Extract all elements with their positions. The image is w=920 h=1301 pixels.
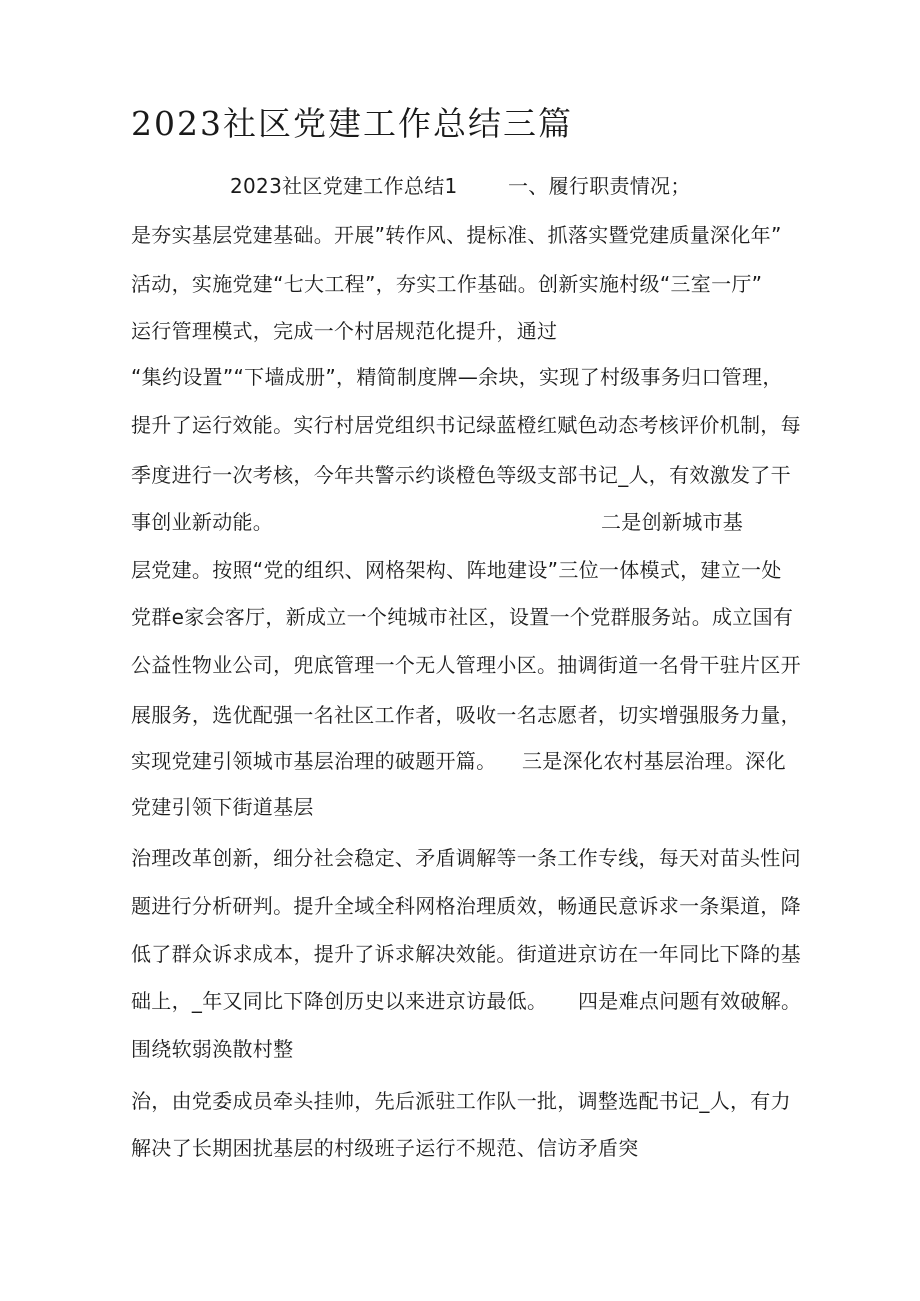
text-line: 党群e家会客厅，新成立一个纯城市社区，设置一个党群服务站。成立国有 — [131, 605, 794, 629]
text-line: 治理改革创新，细分社会稳定、矛盾调解等一条工作专线，每天对苗头性问 — [131, 846, 801, 870]
split-line-right: 三是深化农村基层治理。深化 — [522, 749, 786, 773]
split-line-left: 实现党建引领城市基层治理的破题开篇。 — [131, 749, 497, 773]
split-line-left: 事创业新动能。 — [131, 510, 274, 534]
subtitle-left: 2023社区党建工作总结1 — [230, 174, 458, 198]
text-line: 运行管理模式，完成一个村居规范化提升，通过 — [131, 319, 558, 343]
text-line: 层党建。按照“党的组织、网格架构、阵地建设”三位一体模式，建立一处 — [131, 558, 782, 582]
text-line: 公益性物业公司，兜底管理一个无人管理小区。抽调街道一名骨干驻片区开 — [131, 653, 801, 677]
text-line: 解决了长期困扰基层的村级班子运行不规范、信访矛盾突 — [131, 1136, 639, 1160]
text-line: 提升了运行效能。实行村居党组织书记绿蓝橙红赋色动态考核评价机制，每 — [131, 413, 801, 437]
split-line-right: 四是难点问题有效破解。 — [578, 989, 802, 1013]
split-line-left: 础上，_年又同比下降创历史以来进京访最低。 — [131, 989, 548, 1013]
text-line: 治，由党委成员牵头挂帅，先后派驻工作队一批，调整选配书记_人，有力 — [131, 1089, 791, 1113]
text-line: 围绕软弱涣散村整 — [131, 1037, 294, 1061]
split-line-right: 二是创新城市基 — [601, 510, 744, 534]
text-line: 题进行分析研判。提升全域全科网格治理质效，畅通民意诉求一条渠道，降 — [131, 894, 801, 918]
text-line: 是夯实基层党建基础。开展”转作风、提标准、抓落实暨党建质量深化年” — [131, 223, 782, 247]
document-title: 2023社区党建工作总结三篇 — [131, 104, 573, 143]
subtitle-right: 一、履行职责情况； — [508, 174, 691, 198]
text-line: 季度进行一次考核，今年共警示约谈橙色等级支部书记_人，有效激发了干 — [131, 463, 791, 487]
text-line: 展服务，选优配强一名社区工作者，吸收一名志愿者，切实增强服务力量， — [131, 703, 801, 727]
text-line: 活动，实施党建“七大工程”，夯实工作基础。创新实施村级“三室一厅” — [131, 272, 763, 296]
text-line: “集约设置”“下墙成册”，精简制度牌—余块，实现了村级事务归口管理， — [131, 365, 783, 389]
text-line: 党建引领下街道基层 — [131, 795, 314, 819]
text-line: 低了群众诉求成本，提升了诉求解决效能。街道进京访在一年同比下降的基 — [131, 942, 801, 966]
